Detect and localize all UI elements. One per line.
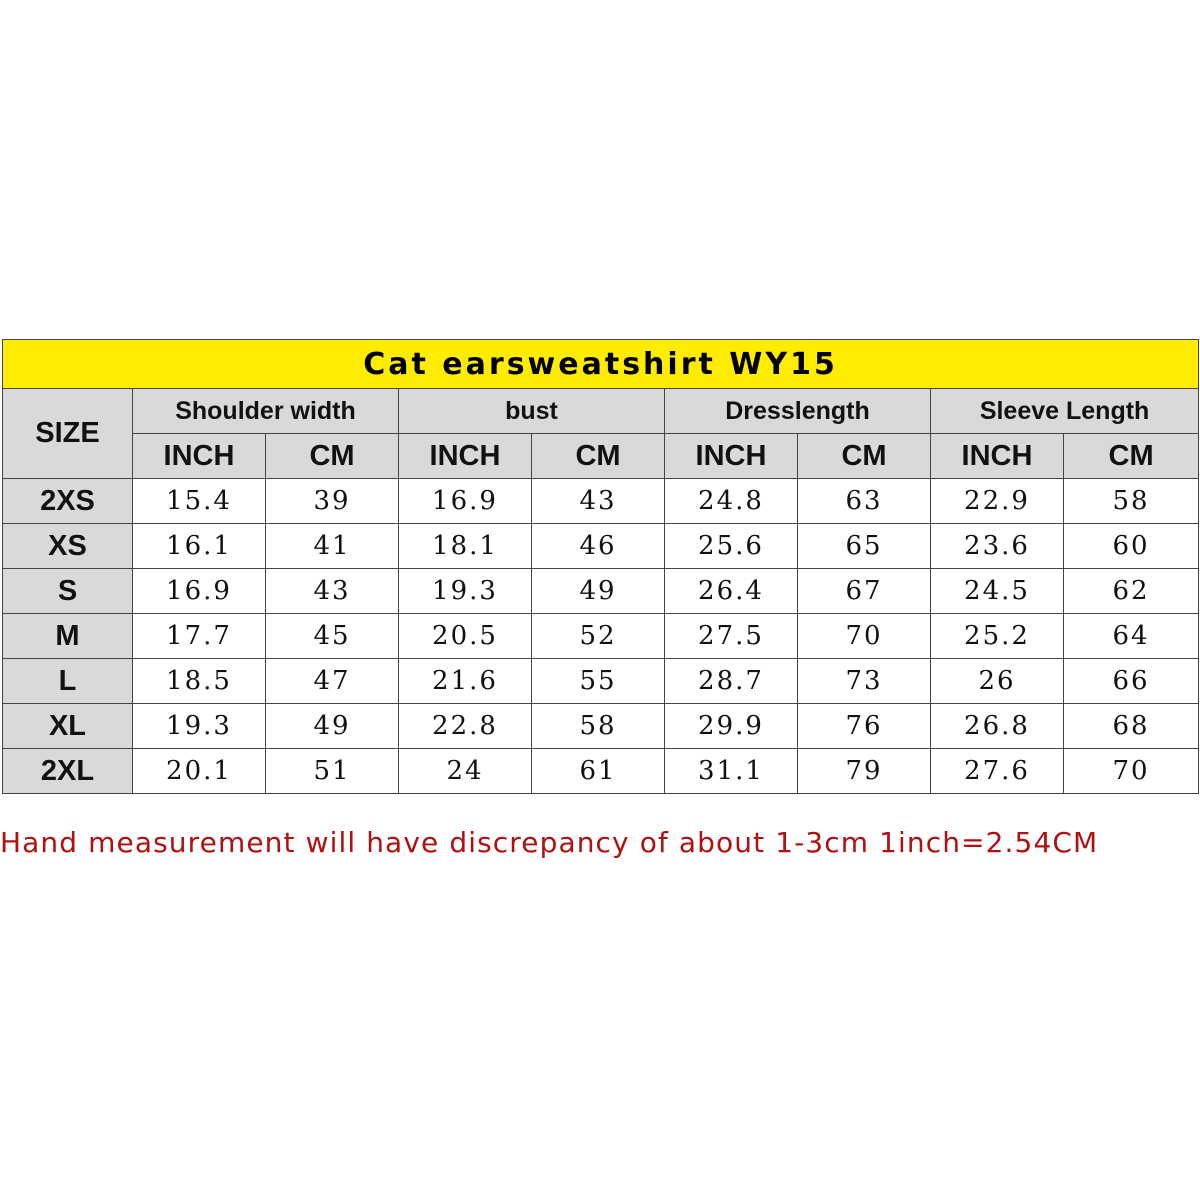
table-row (3, 524, 1199, 569)
unit-header: INCH (665, 434, 798, 479)
unit-header: CM (1064, 434, 1199, 479)
measurement-note: Hand measurement will have discrepancy of about 1-3cm 1inch=2.54CM (0, 826, 1099, 859)
measurement-cell: 66 (1064, 659, 1199, 704)
unit-header: CM (266, 434, 399, 479)
measurement-cell: 41 (266, 524, 399, 569)
table-row (3, 704, 1199, 749)
measurement-cell: 21.6 (399, 659, 532, 704)
measurement-cell: 25.6 (665, 524, 798, 569)
size-label: L (3, 659, 133, 704)
chart-title: Cat earsweatshirt WY15 (3, 340, 1199, 389)
measurement-cell: 22.8 (399, 704, 532, 749)
measurement-cell: 19.3 (399, 569, 532, 614)
measurement-cell: 73 (798, 659, 931, 704)
measurement-cell: 24.8 (665, 479, 798, 524)
measurement-cell: 62 (1064, 569, 1199, 614)
measurement-cell: 45 (266, 614, 399, 659)
unit-header: INCH (399, 434, 532, 479)
group-header-sleeve-length: Sleeve Length (931, 389, 1199, 434)
measurement-cell: 22.9 (931, 479, 1064, 524)
measurement-cell: 51 (266, 749, 399, 794)
measurement-cell: 18.5 (133, 659, 266, 704)
size-label: 2XL (3, 749, 133, 794)
data-rows (3, 479, 1199, 794)
measurement-cell: 31.1 (665, 749, 798, 794)
measurement-cell: 16.9 (133, 569, 266, 614)
title-row (3, 340, 1199, 389)
size-chart (2, 339, 1198, 794)
unit-header: INCH (931, 434, 1064, 479)
measurement-cell: 23.6 (931, 524, 1064, 569)
measurement-cell: 65 (798, 524, 931, 569)
size-table (2, 339, 1199, 794)
measurement-cell: 43 (266, 569, 399, 614)
measurement-cell: 70 (798, 614, 931, 659)
table-row (3, 614, 1199, 659)
measurement-cell: 68 (1064, 704, 1199, 749)
measurement-cell: 16.9 (399, 479, 532, 524)
measurement-cell: 39 (266, 479, 399, 524)
measurement-cell: 70 (1064, 749, 1199, 794)
measurement-cell: 63 (798, 479, 931, 524)
unit-header: CM (798, 434, 931, 479)
table-row (3, 479, 1199, 524)
measurement-cell: 15.4 (133, 479, 266, 524)
measurement-cell: 17.7 (133, 614, 266, 659)
measurement-cell: 52 (532, 614, 665, 659)
unit-header: INCH (133, 434, 266, 479)
table-row (3, 659, 1199, 704)
group-header-row (3, 389, 1199, 434)
size-label: XL (3, 704, 133, 749)
unit-header: CM (532, 434, 665, 479)
measurement-cell: 60 (1064, 524, 1199, 569)
group-header-shoulder-width: Shoulder width (133, 389, 399, 434)
measurement-cell: 49 (532, 569, 665, 614)
measurement-cell: 43 (532, 479, 665, 524)
measurement-cell: 46 (532, 524, 665, 569)
size-label: S (3, 569, 133, 614)
group-header-dress-length: Dresslength (665, 389, 931, 434)
size-column-header: SIZE (3, 389, 133, 479)
measurement-cell: 27.5 (665, 614, 798, 659)
measurement-cell: 61 (532, 749, 665, 794)
measurement-cell: 49 (266, 704, 399, 749)
measurement-cell: 47 (266, 659, 399, 704)
measurement-cell: 55 (532, 659, 665, 704)
measurement-cell: 24 (399, 749, 532, 794)
measurement-cell: 29.9 (665, 704, 798, 749)
measurement-cell: 26.8 (931, 704, 1064, 749)
measurement-cell: 79 (798, 749, 931, 794)
measurement-cell: 25.2 (931, 614, 1064, 659)
measurement-cell: 24.5 (931, 569, 1064, 614)
unit-header-row (3, 434, 1199, 479)
measurement-cell: 19.3 (133, 704, 266, 749)
measurement-cell: 26.4 (665, 569, 798, 614)
group-header-bust: bust (399, 389, 665, 434)
measurement-cell: 18.1 (399, 524, 532, 569)
measurement-cell: 67 (798, 569, 931, 614)
measurement-cell: 16.1 (133, 524, 266, 569)
measurement-cell: 20.5 (399, 614, 532, 659)
size-label: M (3, 614, 133, 659)
table-row (3, 749, 1199, 794)
measurement-cell: 26 (931, 659, 1064, 704)
measurement-cell: 27.6 (931, 749, 1064, 794)
size-label: XS (3, 524, 133, 569)
size-label: 2XS (3, 479, 133, 524)
measurement-cell: 58 (1064, 479, 1199, 524)
measurement-cell: 28.7 (665, 659, 798, 704)
table-row (3, 569, 1199, 614)
measurement-cell: 58 (532, 704, 665, 749)
measurement-cell: 20.1 (133, 749, 266, 794)
measurement-cell: 64 (1064, 614, 1199, 659)
measurement-cell: 76 (798, 704, 931, 749)
